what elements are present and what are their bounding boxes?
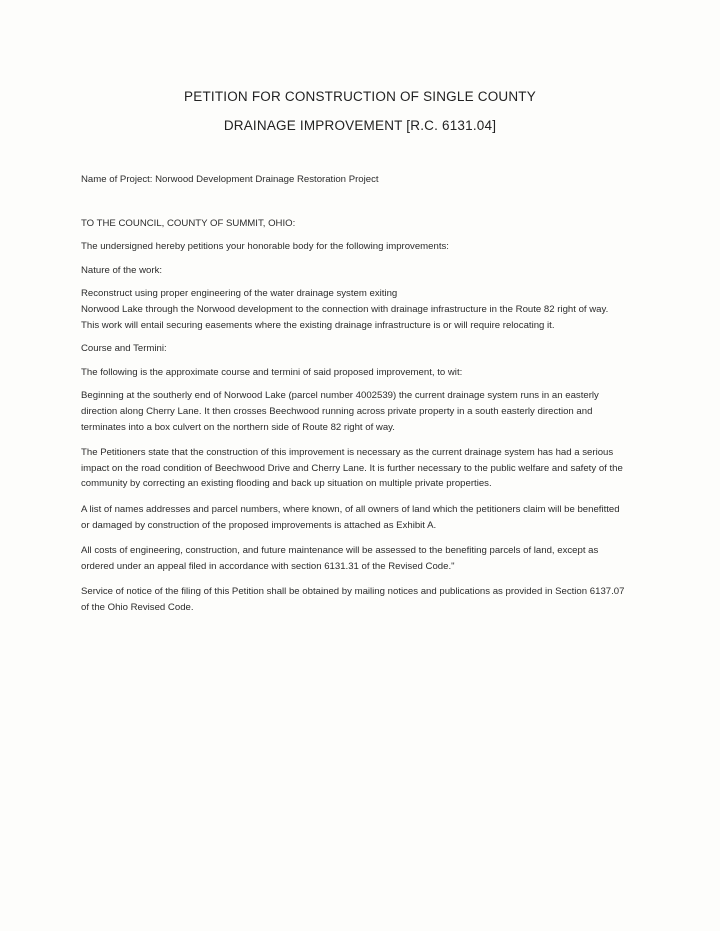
nature-paragraph: Norwood Lake through the Norwood development to the connection with drainage infrastructure in the Route 82 right of way. This work will entail securing easements where the existing drainage infrastructure is or will require relocating it. [81,303,609,331]
owners-list-paragraph: A list of names addresses and parcel numbers, where known, of all owners of land which the petitioners claim will be benefitted or damaged by construction of the proposed improvements is attached as Exhibit A. [81,503,620,531]
service-paragraph: Service of notice of the filing of this Petition shall be obtained by mailing notices and publications as provided in Section 6137.07 of the Ohio Revised Code. [81,586,625,613]
document-title-line-1: PETITION FOR CONSTRUCTION OF SINGLE COUNTY [184,89,536,104]
nature-heading: Nature of the work: [81,264,163,276]
course-intro: The following is the approximate course and termini of said proposed improvement, to wit: [81,366,463,378]
nature-line-1: Reconstruct using proper engineering of the water drainage system exiting [81,288,398,300]
course-heading: Course and Termini: [81,343,167,355]
addressee: TO THE COUNCIL, COUNTY OF SUMMIT, OHIO: [81,217,296,229]
costs-paragraph: All costs of engineering, construction, and future maintenance will be assessed to the benefiting parcels of land, except as ordered under an appeal filed in accordance with section 6131.31 of the Revised Code." [81,545,599,572]
project-name: Name of Project: Norwood Development Drainage Restoration Project [81,174,379,185]
intro-paragraph: The undersigned hereby petitions your honorable body for the following improvements: [81,241,449,253]
necessity-paragraph: The Petitioners state that the construction of this improvement is necessary as the current drainage system has had a serious impact on the road condition of Beechwood Drive and Cherry Lane. It is further necessary to the public welfare and safety of the community by correcting an existing flooding and back up situation on multiple private properties. [81,447,623,490]
document-body [81,172,626,615]
course-paragraph: Beginning at the southerly end of Norwood Lake (parcel number 4002539) the current drainage system runs in an easterly direction along Cherry Lane. It then crosses Beechwood running across private property in a south easterly direction and terminates into a box culvert on the northern side of Route 82 right of way. [81,390,599,433]
document-title-line-2: DRAINAGE IMPROVEMENT [R.C. 6131.04] [223,118,497,133]
